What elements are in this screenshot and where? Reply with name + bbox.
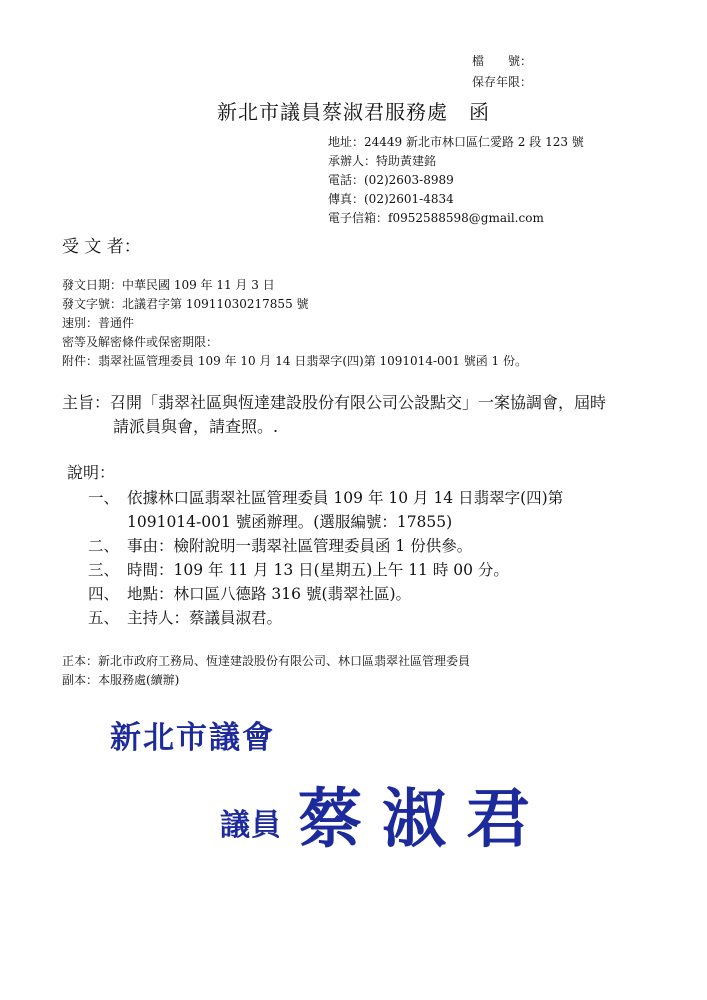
explanation-item-1-line-1: 依據林口區翡翠社區管理委員 109 年 10 月 14 日翡翠字(四)第 [127, 489, 564, 507]
explanation-item-4-number: 四、 [88, 585, 120, 603]
explanation-item-2-text: 事由：檢附說明一翡翠社區管理委員函 1 份供參。 [127, 537, 473, 555]
issue-date: 發文日期：中華民國 109 年 11 月 3 日 [62, 278, 275, 292]
explanation-item-4-text: 地點：林口區八德路 316 號(翡翠社區)。 [127, 585, 412, 603]
retention-period-label: 保存年限： [472, 75, 533, 89]
explanation-item-5-number: 五、 [88, 609, 120, 627]
subject-line-2: 請派員與會，請查照。. [113, 417, 279, 436]
delivery-speed: 速別：普通件 [62, 316, 135, 330]
explanation-item-1-number: 一、 [88, 489, 120, 507]
contact-fax: 傳真：(02)2601-4834 [328, 192, 454, 206]
contact-phone: 電話：(02)2603-8989 [328, 173, 454, 187]
explanation-item-3-number: 三、 [88, 561, 120, 579]
contact-handler: 承辦人：特助黃建銘 [328, 154, 437, 168]
explanation-item-5-text: 主持人：蔡議員淑君。 [127, 609, 283, 627]
reference-number: 發文字號：北議君字第 10911030217855 號 [62, 297, 309, 311]
explanation-item-2-number: 二、 [88, 537, 120, 555]
attachment: 附件：翡翠社區管理委員 109 年 10 月 14 日翡翠字(四)第 1091014-001 號函 1 份。 [62, 354, 527, 368]
main-recipients: 正本：新北市政府工務局、恆達建設股份有限公司、林口區翡翠社區管理委員 [62, 654, 471, 668]
councilor-name-seal: 蔡淑君 [298, 783, 550, 857]
explanation-item-3-text: 時間：109 年 11 月 13 日(星期五)上午 11 時 00 分。 [127, 561, 509, 579]
security-level: 密等及解密條件或保密期限： [62, 335, 219, 349]
councilor-title-seal: 議員 [220, 808, 282, 843]
file-number-label: 檔 號： [472, 54, 533, 68]
cc-recipients: 副本：本服務處(續辦) [62, 673, 180, 687]
contact-email: 電子信箱：f0952588598@gmail.com [328, 211, 544, 225]
explanation-item-1-line-2: 1091014-001 號函辦理。(選服編號：17855) [127, 513, 453, 531]
subject-line-1: 主旨：召開「翡翠社區與恆達建設股份有限公司公設點交」一案協調會，屆時 [62, 393, 607, 412]
explanation-heading: 說明： [67, 463, 116, 482]
recipient-label: 受 文 者： [62, 237, 141, 257]
document-title: 新北市議員蔡淑君服務處 函 [217, 100, 490, 124]
contact-address: 地址：24449 新北市林口區仁愛路 2 段 123 號 [328, 135, 584, 149]
council-seal-text: 新北市議會 [110, 720, 275, 756]
